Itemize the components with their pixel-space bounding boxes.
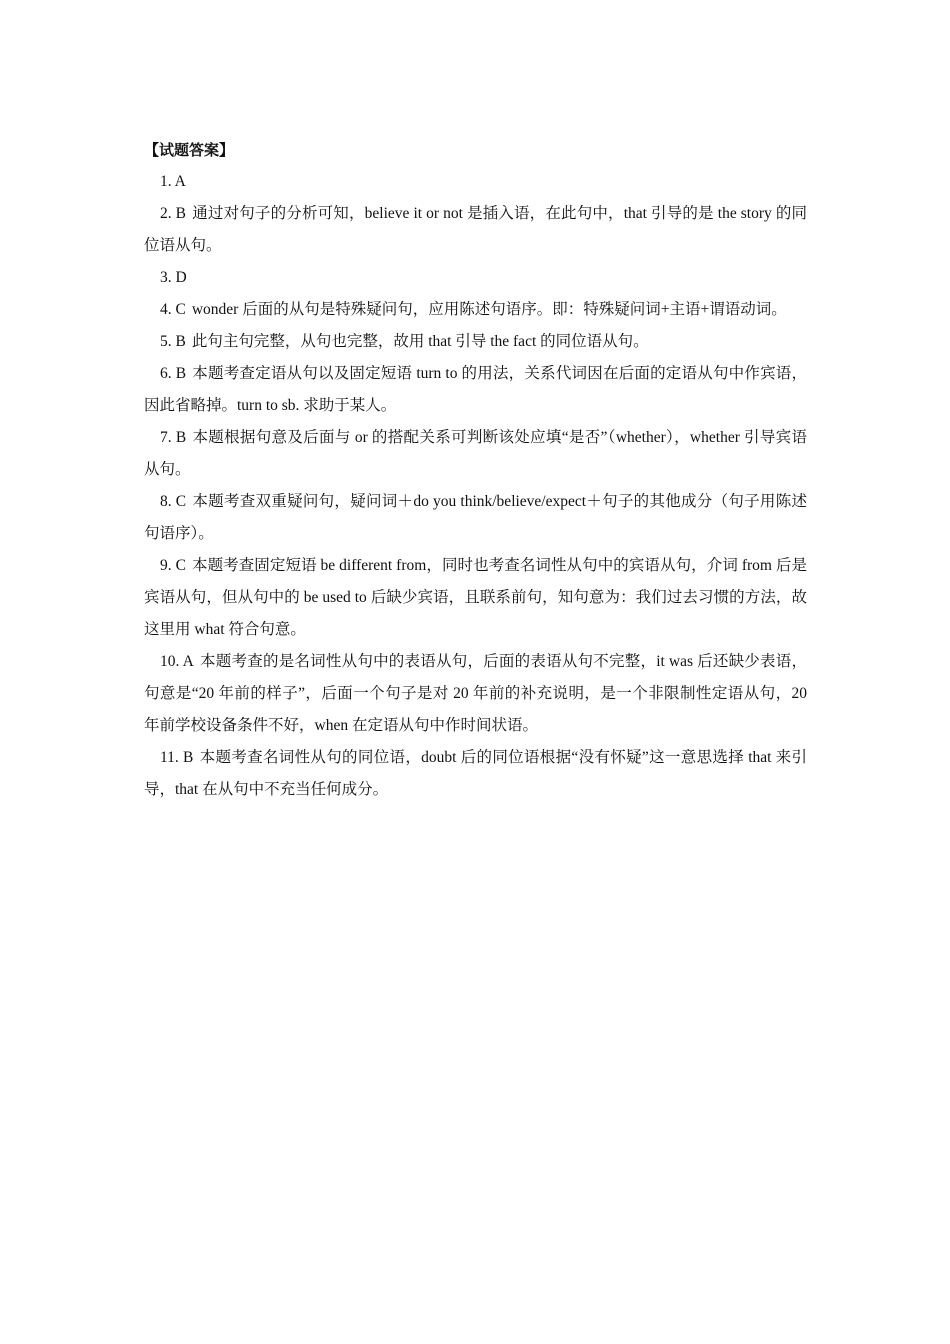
answer-item-4 xyxy=(144,294,807,326)
answer-number: 2. B xyxy=(160,205,187,222)
answer-number: 6. B xyxy=(160,365,187,382)
answer-explanation: 本题考查的是名词性从句中的表语从句，后面的表语从句不完整，it was 后还缺少表语，句意是“20 年前的样子”，后面一个句子是对 20 年前的补充说明，是一个非限制性定语从句，20 年前学校设备条件不好，when 在定语从句中作时间状语。 xyxy=(144,653,807,734)
answer-item-1 xyxy=(144,166,807,198)
answer-explanation: 本题考查固定短语 be different from，同时也考查名词性从句中的宾语从句，介词 from 后是宾语从句，但从句中的 be used to 后缺少宾语，且联系前句，知句意为：我们过去习惯的方法，故这里用 what 符合句意。 xyxy=(144,557,808,638)
answer-number: 7. B xyxy=(160,429,187,446)
answer-explanation: 本题根据句意及后面与 or 的搭配关系可判断该处应填“是否”（whether），whether 引导宾语从句。 xyxy=(144,429,807,478)
answer-explanation: 本题考查双重疑问句，疑问词＋do you think/believe/expect＋句子的其他成分（句子用陈述句语序）。 xyxy=(144,493,807,542)
answer-item-9 xyxy=(144,550,807,646)
answer-item-10 xyxy=(144,646,807,742)
answer-item-5 xyxy=(144,326,807,358)
answer-explanation: 通过对句子的分析可知，believe it or not 是插入语，在此句中，that 引导的是 the story 的同位语从句。 xyxy=(144,205,808,254)
answer-explanation: 本题考查定语从句以及固定短语 turn to 的用法，关系代词因在后面的定语从句中作宾语，因此省略掉。turn to sb. 求助于某人。 xyxy=(144,365,808,414)
answer-section xyxy=(144,134,807,806)
answer-item-6 xyxy=(144,358,807,422)
answer-number: 11. B xyxy=(160,749,194,766)
answer-number: 10. A xyxy=(160,653,194,670)
answer-explanation: 此句主句完整，从句也完整，故用 that 引导 the fact 的同位语从句。 xyxy=(191,333,649,350)
answer-number: 4. C xyxy=(160,301,186,318)
answer-explanation: 本题考查名词性从句的同位语，doubt 后的同位语根据“没有怀疑”这一意思选择 that 来引导，that 在从句中不充当任何成分。 xyxy=(144,749,808,798)
answer-item-8 xyxy=(144,486,807,550)
answer-number: 9. C xyxy=(160,557,186,574)
answer-item-3 xyxy=(144,262,807,294)
answer-explanation: wonder 后面的从句是特殊疑问句，应用陈述句语序。即：特殊疑问词+主语+谓语动词。 xyxy=(191,301,787,318)
answer-item-2 xyxy=(144,198,807,262)
answer-number: 5. B xyxy=(160,333,186,350)
answer-number: 3. D xyxy=(160,269,187,286)
answer-number: 8. C xyxy=(160,493,187,510)
answer-item-11 xyxy=(144,742,807,806)
section-heading: 【试题答案】 xyxy=(144,141,235,159)
answer-item-7 xyxy=(144,422,807,486)
answer-number: 1. A xyxy=(160,173,186,190)
